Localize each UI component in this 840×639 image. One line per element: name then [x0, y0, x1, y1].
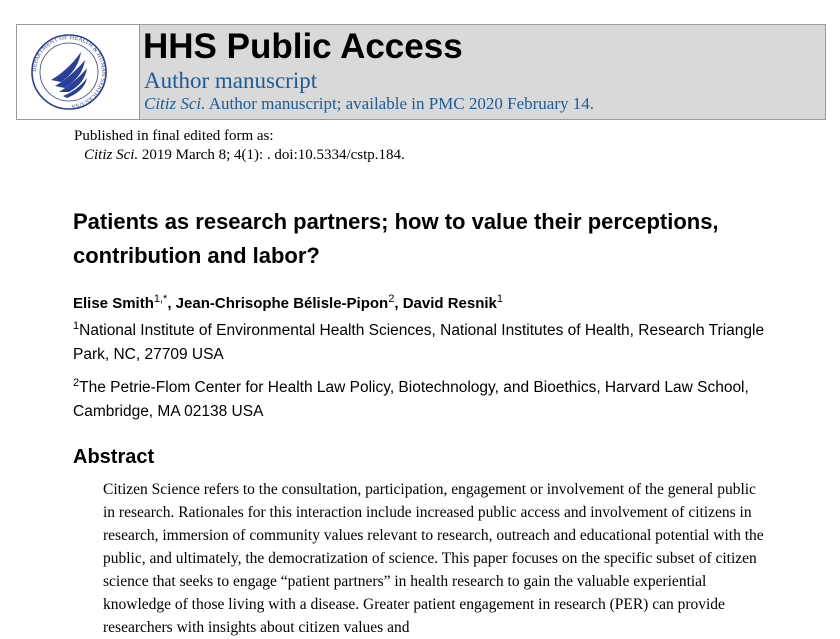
author-name: Jean-Chrisophe Bélisle-Pipon	[175, 295, 389, 312]
author-separator: ,	[167, 295, 176, 312]
abstract-heading: Abstract	[73, 446, 155, 468]
affiliation-text: National Institute of Environmental Health Sciences, National Institutes of Health, Research Triangle Park, NC, 27709 USA	[73, 322, 765, 363]
citation-text: 2019 March 8; 4(1): . doi:10.5334/cstp.184.	[138, 147, 405, 163]
logo-ring-text: DEPARTMENT OF HEALTH & HUMAN SERVICES·USA	[31, 34, 107, 109]
author-name: Elise Smith	[73, 295, 154, 312]
hhs-public-access-banner	[16, 24, 826, 120]
citation-line	[84, 146, 405, 165]
banner-title: HHS Public Access	[143, 27, 463, 66]
author-sup: 2	[388, 293, 395, 305]
banner-journal: Citiz Sci.	[144, 94, 206, 113]
banner-availability	[144, 93, 594, 115]
affiliation-sup: 2	[73, 377, 80, 389]
abstract-text: Citizen Science refers to the consultation, participation, engagement or involvement of the general public in research. Rationales for this interaction include increased public access and involvement of citizens in research, immersion of community values relevant to research, outreach and educational potential with the public, and ultimately, the democratization of science. This paper focuses on the specific subset of citizen science that seeks to engage “patient partners” in health research to gain the valuable experiential knowledge of those living with a disease. Greater patient engagement in research (PER) can provide researchers with insights about citizen values and	[103, 481, 764, 636]
citation-journal: Citiz Sci.	[84, 147, 139, 163]
author-separator: ,	[394, 295, 403, 312]
affiliation-text: The Petrie-Flom Center for Health Law Policy, Biotechnology, and Bioethics, Harvard Law School, Cambridge, MA 02138 USA	[73, 379, 749, 420]
hhs-eagle-logo-icon	[29, 30, 109, 114]
affiliation-2	[73, 376, 793, 424]
hhs-logo	[17, 25, 140, 119]
published-label: Published in final edited form as:	[74, 128, 274, 144]
affiliation-sup: 1	[73, 320, 80, 332]
author-name: David Resnik	[402, 295, 497, 312]
article-title: Patients as research partners; how to value their perceptions, contribution and labor?	[73, 209, 719, 268]
author-sup: 1	[496, 293, 504, 305]
banner-subtitle: Author manuscript	[144, 68, 318, 93]
author-list	[73, 293, 503, 315]
banner-availability-text: Author manuscript; available in PMC 2020 February 14.	[205, 94, 594, 113]
affiliation-1	[73, 319, 793, 367]
author-sup: 1,*	[153, 293, 168, 305]
